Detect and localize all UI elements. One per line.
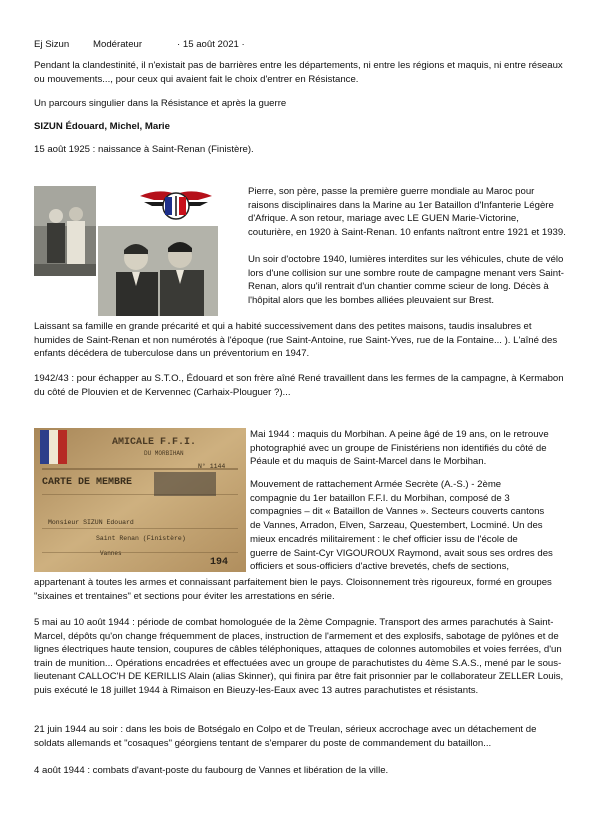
juin-paragraph: 21 juin 1944 au soir : dans les bois de Botségalo en Colpo et de Treulan, sérieux accrochage avec un détachement de soldats allemands et "cosaques" géorgiens tentant de s'emparer du poste de commandement du bataillon... bbox=[34, 724, 537, 749]
mouvement-line: guerre de Saint-Cyr VIGOUROUX Raymond, avait sous ses ordres des bbox=[250, 547, 553, 559]
aout-paragraph: 4 août 1944 : combats d'avant-poste du faubourg de Vannes et libération de la ville. bbox=[34, 765, 389, 776]
sto-paragraph: 1942/43 : pour échapper au S.T.O., Édouard et son frère aîné René travaillent dans les fermes de la campagne, à Kermabon du côté de Plouvien et de Kervennec (Carhaix-Plouguer ?)... bbox=[34, 373, 564, 398]
author-role: Modérateur bbox=[93, 39, 143, 50]
card-line-city: Vannes bbox=[100, 550, 122, 557]
portrait-photo-image bbox=[98, 226, 218, 316]
mouvement-line: officiers et sous-officiers d'active brevetés, chefs de sections, bbox=[250, 561, 510, 573]
mouvement-line: de Vannes, Arradon, Elven, Sarzeau, Questembert, Locminé. Un des bbox=[250, 520, 543, 532]
ffi-badge bbox=[138, 186, 214, 226]
subtitle: Un parcours singulier dans la Résistance et après la guerre bbox=[34, 98, 287, 109]
portrait-photo bbox=[98, 226, 218, 316]
family-photo-image bbox=[34, 186, 96, 276]
intro-paragraph: Pendant la clandestinité, il n'existait pas de barrières entre les départements, ni entre les régions et maquis, ni entre réseaux ou mouvements..., pour ceux qui avaient fait le choix d'entrer en Résistance. bbox=[34, 60, 563, 85]
mouvement-line: mieux encadrés militairement : le chef officier issu de l'école de bbox=[250, 533, 518, 545]
card-header: AMICALE F.F.I. bbox=[112, 437, 197, 448]
mouvement-line: compagnie du 1er bataillon F.F.I. du Morbihan, composé de 3 bbox=[250, 492, 510, 504]
mouvement-rest-paragraph: appartenant à toutes les armes et connaissant parfaitement bien le pays. Cloisonnement très rigoureux, formé en groupes "sixaines et trentaines" et sections pour éviter les arrestations en série. bbox=[34, 577, 552, 602]
family-photo bbox=[34, 186, 96, 276]
maquis-paragraph: Mai 1944 : maquis du Morbihan. A peine âgé de 19 ans, on le retrouve photographié avec un groupe de Finistériens non identifiés du côté de Péaule et du maquis de Saint-Marcel dans le Morbihan. bbox=[250, 429, 549, 468]
card-number: N° 1144 bbox=[198, 463, 226, 470]
card-title: CARTE DE MEMBRE bbox=[42, 477, 133, 488]
birth-paragraph: 15 août 1925 : naissance à Saint-Renan (Finistère). bbox=[34, 144, 254, 155]
combat-paragraph: 5 mai au 10 août 1944 : période de combat homologuée de la 2ème Compagnie. Transport des armes parachutés à Saint-Marcel, dépôts qu'on change fréquemment de places, instruction de l'armement et des explosifs, sabotage de pylônes et de lignes électriques haute tension, coupures de câbles téléphoniques, attaques de colonnes automobiles et voies ferrées, d'un train de munition... Opérations encadrées et effectuées avec un groupe de parachutistes du 4ème S.A.S., mené par le sous-lieutenant CALLOC'H DE KERILLIS Alain (alias Skinner), qui finira par être fait prisonnier par le collaborateur ZELLER Louis, puis exécuté le 18 juillet 1944 à Rimaison en Bieuzy-les-Eaux avec 13 autres parachutistes et résistants. bbox=[34, 617, 564, 697]
card-line-address: Saint Renan (Finistère) bbox=[96, 535, 186, 542]
person-name: SIZUN Édouard, Michel, Marie bbox=[34, 121, 170, 132]
mouvement-line: Mouvement de rattachement Armée Secrète (A.-S.) - 2ème bbox=[250, 479, 502, 490]
card-footer: 194 bbox=[210, 557, 229, 568]
author-name[interactable]: Ej Sizun bbox=[34, 39, 70, 50]
mouvement-line: compagnies – dit « Bataillon de Vannes ». Secteurs couverts cantons bbox=[250, 506, 545, 518]
card-line-name: Monsieur SIZUN Edouard bbox=[48, 519, 134, 526]
ffi-badge-image bbox=[138, 186, 214, 226]
mouvement-block bbox=[250, 478, 580, 574]
card-subheader: DU MORBIHAN bbox=[144, 450, 184, 457]
family-paragraph: Laissant sa famille en grande précarité et qui a habité successivement dans des petites maisons, taudis insalubres et humides de Saint-Renan et non numérotés à l'époque (rue Saint-Antoine, rue Saint-Yves, rue de la Fontaine... ). L'aîné des enfants décédera de tuberculose dans un préventorium en 1947. bbox=[34, 321, 558, 360]
father-paragraph: Pierre, son père, passe la première guerre mondiale au Maroc pour raisons disciplinaires dans la Marine au 1er Bataillon d'Infanterie Légère d'Afrique. A son retour, mariage avec LE GUEN Marie-Victorine, couturière, en 1920 à Saint-Renan. 10 enfants naîtront entre 1921 et 1939. bbox=[248, 186, 566, 238]
post-date: · 15 août 2021 · bbox=[177, 39, 245, 50]
membership-card bbox=[34, 428, 246, 572]
accident-paragraph: Un soir d'octobre 1940, lumières interdites sur les véhicules, chute de vélo lors d'une collision sur une sombre route de campagne menant vers Saint-Renan, alors qu'il rentrait d'un chantier comme scieur de long. Décès à l'hôpital alors que les bombes alliées pleuvaient sur Brest. bbox=[248, 254, 564, 306]
